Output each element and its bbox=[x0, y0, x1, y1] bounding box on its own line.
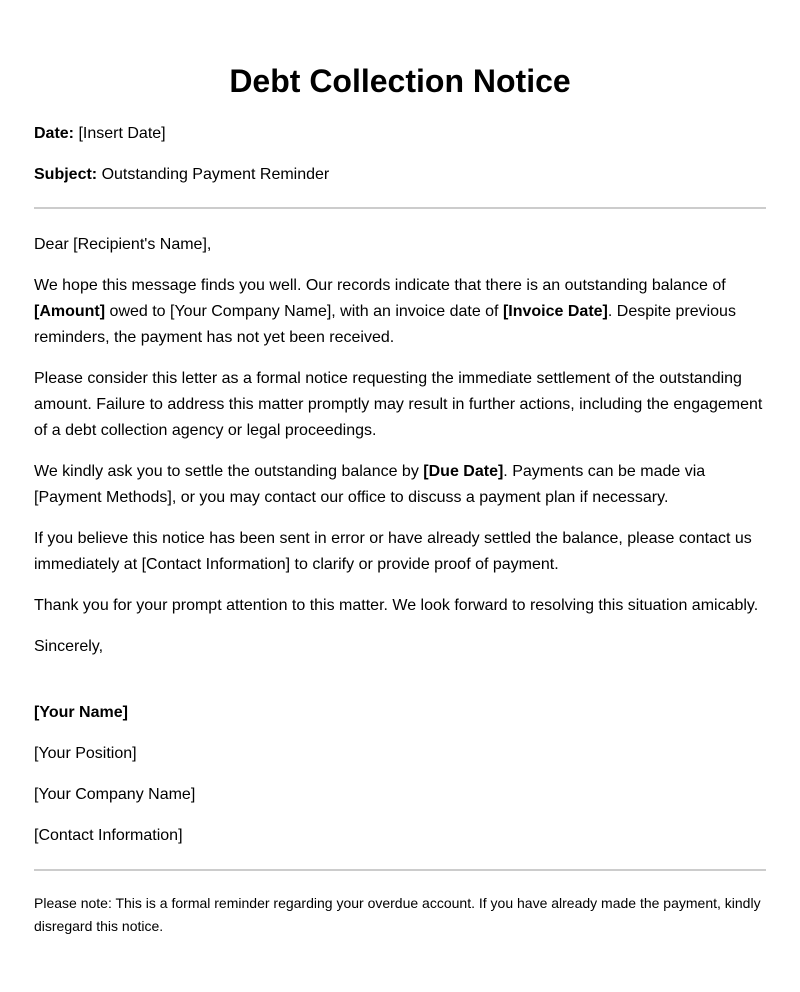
paragraph-5: Thank you for your prompt attention to this matter. We look forward to resolving this situation amicably. bbox=[34, 597, 759, 614]
date-line bbox=[34, 122, 766, 146]
due-date-placeholder: [Due Date] bbox=[423, 463, 504, 480]
signature-contact: [Contact Information] bbox=[34, 827, 183, 844]
closing: Sincerely, bbox=[34, 638, 104, 655]
paragraph-3-text-b: . Payments can be made via [Payment Methods], or you may contact our office to discuss a payment plan if necessary. bbox=[34, 463, 706, 506]
paragraph-1-text-b: owed to [Your Company Name], with an invoice date of bbox=[105, 303, 503, 320]
greeting: Dear [Recipient's Name], bbox=[34, 236, 212, 253]
signature-company: [Your Company Name] bbox=[34, 786, 196, 803]
page-title: Debt Collection Notice bbox=[229, 63, 571, 99]
date-value: [Insert Date] bbox=[78, 125, 166, 142]
header-divider bbox=[34, 207, 766, 209]
paragraph-1 bbox=[34, 273, 766, 351]
paragraph-1-text-c: . Despite previous reminders, the payment has not yet been received. bbox=[34, 303, 736, 346]
paragraph-3-text-a: We kindly ask you to settle the outstanding balance by bbox=[34, 463, 424, 480]
footnote: Please note: This is a formal reminder regarding your overdue account. If you have already made the payment, kindly disregard this notice. bbox=[34, 895, 761, 934]
footer-divider bbox=[34, 869, 766, 871]
date-label: Date: bbox=[34, 125, 75, 142]
paragraph-3 bbox=[34, 459, 766, 511]
paragraph-2: Please consider this letter as a formal notice requesting the immediate settlement of the outstanding amount. Failure to address this matter promptly may result in further actions, including the engagement of a debt collection agency or legal proceedings. bbox=[34, 370, 763, 439]
paragraph-4: If you believe this notice has been sent in error or have already settled the balance, please contact us immediately at [Contact Information] to clarify or provide proof of payment. bbox=[34, 530, 752, 573]
signature-position: [Your Position] bbox=[34, 745, 137, 762]
invoice-date-placeholder: [Invoice Date] bbox=[502, 303, 608, 320]
subject-value: Outstanding Payment Reminder bbox=[101, 166, 330, 183]
signature-name: [Your Name] bbox=[34, 704, 128, 721]
subject-label: Subject: bbox=[34, 166, 98, 183]
paragraph-1-text-a: We hope this message finds you well. Our records indicate that there is an outstanding balance of bbox=[34, 277, 726, 294]
amount-placeholder: [Amount] bbox=[34, 303, 106, 320]
subject-line bbox=[34, 163, 766, 187]
